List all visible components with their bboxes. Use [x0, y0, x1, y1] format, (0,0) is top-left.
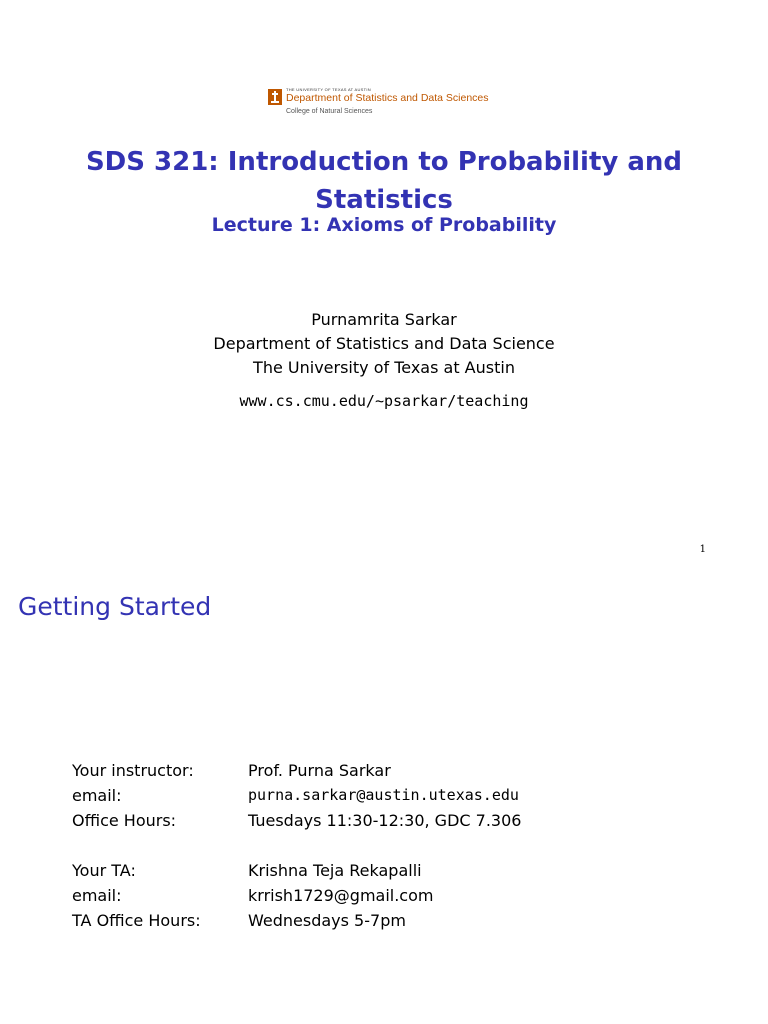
- info-row-instructor-email: [72, 783, 521, 808]
- author-block: [0, 308, 768, 380]
- instructor-label: Your instructor:: [72, 761, 194, 780]
- ta-email-label: email:: [72, 886, 122, 905]
- office-hours-label: Office Hours:: [72, 811, 177, 830]
- instructor-email-value: purna.sarkar@austin.utexas.edu: [248, 786, 519, 804]
- ut-sds-logo: [268, 88, 489, 120]
- info-row-instructor: [72, 758, 521, 783]
- author-department: Department of Statistics and Data Science: [213, 334, 555, 353]
- logo-department-line: Department of Statistics and Data Sciences: [286, 92, 489, 104]
- lecture-title: [0, 143, 768, 219]
- ta-label: Your TA:: [72, 861, 136, 880]
- info-row-ta-email: [72, 883, 521, 908]
- logo-university-line: THE UNIVERSITY OF TEXAS AT AUSTIN: [286, 87, 371, 92]
- logo-college-line: College of Natural Sciences: [286, 107, 373, 115]
- ta-email-value: krrish1729@gmail.com: [248, 886, 434, 905]
- lecture-title-line-2: Statistics: [315, 185, 453, 215]
- ta-office-hours-value: Wednesdays 5-7pm: [248, 911, 406, 930]
- ta-value: Krishna Teja Rekapalli: [248, 861, 422, 880]
- info-row-office-hours: [72, 808, 521, 834]
- author-name: Purnamrita Sarkar: [311, 310, 457, 329]
- info-row-ta-office-hours: [72, 908, 521, 933]
- course-url: www.cs.cmu.edu/∼psarkar/teaching: [239, 392, 529, 410]
- lecture-subtitle: Lecture 1: Axioms of Probability: [211, 214, 557, 236]
- ut-tower-icon: [268, 89, 282, 105]
- author-university: The University of Texas at Austin: [253, 358, 515, 377]
- ta-office-hours-label: TA Office Hours:: [72, 911, 201, 930]
- instructor-email-label: email:: [72, 786, 122, 805]
- info-row-ta: [72, 858, 521, 883]
- frame-title: Getting Started: [18, 592, 212, 621]
- course-info-table: [72, 758, 521, 933]
- lecture-title-line-1: SDS 321: Introduction to Probability and: [85, 147, 683, 177]
- page-number: 1: [699, 544, 706, 555]
- info-spacer: [72, 834, 521, 858]
- getting-started-slide: [0, 576, 768, 1024]
- logo-text: [286, 88, 489, 115]
- instructor-value: Prof. Purna Sarkar: [248, 761, 391, 780]
- office-hours-value: Tuesdays 11:30-12:30, GDC 7.306: [248, 811, 522, 830]
